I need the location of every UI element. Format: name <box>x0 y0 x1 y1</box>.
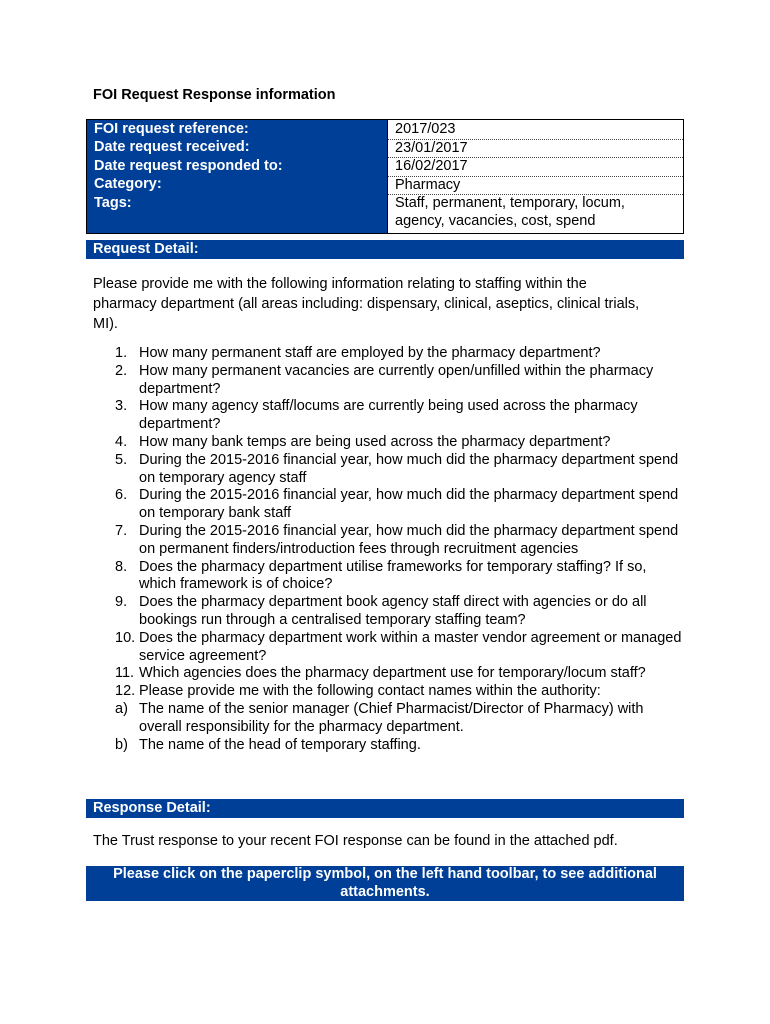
question-list <box>93 345 683 754</box>
item-text: How many permanent vacancies are currently open/unfilled within the pharmacy department? <box>139 362 654 397</box>
item-number: a) <box>115 700 128 717</box>
item-number: 5. <box>115 451 128 468</box>
list-item <box>93 523 683 559</box>
list-item <box>93 665 683 683</box>
item-text: During the 2015-2016 financial year, how much did the pharmacy department spend on permanent finders/introduction fees through recruitment agencies <box>139 522 679 557</box>
info-row-responded <box>87 158 684 177</box>
list-item <box>93 683 683 701</box>
info-row-received <box>87 139 684 158</box>
item-text: Please provide me with the following contact names within the authority: <box>139 683 601 700</box>
info-value: 2017/023 <box>388 120 684 140</box>
info-value: 16/02/2017 <box>388 158 684 177</box>
item-text: The name of the senior manager (Chief Pharmacist/Director of Pharmacy) with overall responsibility for the pharmacy department. <box>139 700 644 735</box>
item-text: Does the pharmacy department utilise frameworks for temporary staffing? If so, which framework is of choice? <box>139 558 647 593</box>
item-text: During the 2015-2016 financial year, how much did the pharmacy department spend on temporary bank staff <box>139 487 679 522</box>
item-text: Which agencies does the pharmacy department use for temporary/locum staff? <box>139 665 646 682</box>
item-number: 10. <box>115 629 136 646</box>
list-item <box>93 559 683 595</box>
info-label: Date request received: <box>87 139 388 158</box>
info-value: Staff, permanent, temporary, locum, agency, vacancies, cost, spend <box>388 195 684 234</box>
attachment-note-banner: Please click on the paperclip symbol, on the left hand toolbar, to see additional attachments. <box>86 866 684 901</box>
response-text: The Trust response to your recent FOI response can be found in the attached pdf. <box>93 833 618 849</box>
item-number: 3. <box>115 398 128 415</box>
list-item <box>93 434 683 452</box>
list-item <box>93 701 683 737</box>
list-item <box>93 345 683 363</box>
item-text: How many permanent staff are employed by the pharmacy department? <box>139 345 601 361</box>
item-text: The name of the head of temporary staffing. <box>139 736 421 753</box>
item-text: How many bank temps are being used across the pharmacy department? <box>139 433 611 450</box>
info-label: Category: <box>87 176 388 195</box>
item-number: 12. <box>115 683 136 700</box>
response-detail-header: Response Detail: <box>86 799 684 818</box>
item-number: 7. <box>115 522 128 539</box>
info-label: Tags: <box>87 195 388 234</box>
info-row-tags <box>87 195 684 234</box>
list-item <box>93 487 683 523</box>
item-number: 9. <box>115 594 128 611</box>
item-text: During the 2015-2016 financial year, how much did the pharmacy department spend on temporary agency staff <box>139 451 679 486</box>
foi-info-table <box>86 119 684 234</box>
item-text: Does the pharmacy department work within a master vendor agreement or managed service agreement? <box>139 629 682 664</box>
document-title: FOI Request Response information <box>93 87 336 103</box>
item-number: 2. <box>115 362 128 379</box>
info-label: Date request responded to: <box>87 158 388 177</box>
list-item <box>93 398 683 434</box>
item-text: How many agency staff/locums are currently being used across the pharmacy department? <box>139 398 638 433</box>
item-text: Does the pharmacy department book agency staff direct with agencies or do all bookings run through a centralised temporary staffing team? <box>139 594 647 628</box>
request-intro: Please provide me with the following information relating to staffing within the pharmacy department (all areas including: dispensary, clinical, aseptics, clinical trials, MI). <box>93 276 640 332</box>
item-number: b) <box>115 736 128 753</box>
info-row-reference <box>87 120 684 140</box>
item-number: 1. <box>115 345 128 361</box>
info-row-category <box>87 176 684 195</box>
info-label: FOI request reference: <box>87 120 388 140</box>
item-number: 8. <box>115 558 128 575</box>
request-detail-header: Request Detail: <box>86 240 684 259</box>
item-number: 4. <box>115 433 128 450</box>
item-number: 6. <box>115 487 128 504</box>
list-item <box>93 363 683 399</box>
info-value: 23/01/2017 <box>388 139 684 158</box>
list-item <box>93 630 683 666</box>
info-value: Pharmacy <box>388 176 684 195</box>
item-number: 11. <box>115 665 135 682</box>
list-item <box>93 737 683 755</box>
list-item <box>93 452 683 488</box>
list-item <box>93 594 683 630</box>
